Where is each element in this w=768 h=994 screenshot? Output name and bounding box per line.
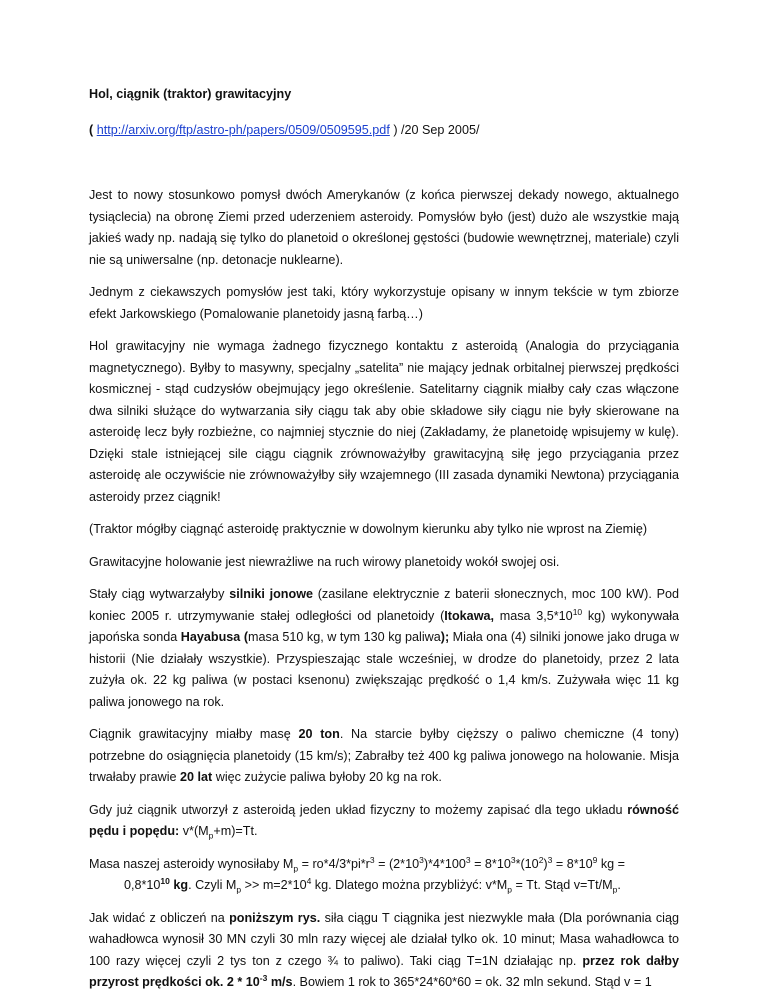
paragraph-gravity-tractor: Hol grawitacyjny nie wymaga żadnego fizycznego kontaktu z asteroidą (Analogia do przyciągania magnetycznego). Byłby to masywny, specjalny „satelita” nie mający jednak orbitalnej pierwszej prędkości kosmicznej - stąd cudzysłów obejmujący jego określenie. Satelitarny ciągnik miałby cały czas włączone dwa silniki służące do wytwarzania siły ciągu tak aby obie składowe siły ciągu nie były skierowane na asteroidę lecz były rozbieżne, co najmniej stycznie do niej (Zakładamy, że planetoidę wpisujemy w kulę). Dzięki stale istniejącej sile ciągu ciągnik zrównoważyłby grawitacyjną siłę jego przyciągania przez asteroidę ale oczywiście nie zrównoważyłby siły wzajemnego (III zasada dynamiki Newtona) przyciągania asteroidy przez ciągnik! [89, 339, 679, 504]
paragraph-momentum: Gdy już ciągnik utworzył z asteroidą jeden układ fizyczny to możemy zapisać dla tego układu równość pędu i popędu: $v*(M_p+m)=Tt$. [89, 802, 679, 841]
paragraph-tractor-mass: Ciągnik grawitacyjny miałby masę 20 ton. Na starcie byłby cięższy o paliwo chemiczne (4 tony) potrzebne do osiągnięcia planetoidy (15 km/s); Zabrałby też 400 kg paliwa jonowego na holowanie. Misja trwałaby prawie 20 lat więc zużycie paliwa byłoby 20 kg na rok. [89, 727, 679, 784]
source-date: ) /20 Sep 2005/ [389, 122, 480, 137]
source-open: ( [89, 122, 97, 137]
paragraph-jarkowski: Jednym z ciekawszych pomysłów jest taki, który wykorzystuje opisany w innym tekście w tym zbiorze efekt Jarkowskiego (Pomalowanie planetoidy jasną farbą…) [89, 285, 679, 321]
paragraph-intro: Jest to nowy stosunkowo pomysł dwóch Amerykanów (z końca pierwszej dekady nowego, aktualnego tysiąclecia) na obronę Ziemi przed uderzeniem asteroidy. Pomysłów było (jest) dużo ale wszystkie mają jakieś wady np. nadają się tylko do planetoid o określonej gęstości (budowie wewnętrznej, materiale) czyli nie są uniwersalne (np. detonacje nuklearne). [89, 188, 679, 267]
source-link[interactable]: http://arxiv.org/ftp/astro-ph/papers/0509/0509595.pdf [96, 122, 390, 137]
source-line [89, 120, 679, 142]
document-title: Hol, ciągnik (traktor) grawitacyjny [89, 87, 292, 101]
paragraph-thrust: Jak widać z obliczeń na poniższym rys. siła ciągu T ciągnika jest niezwykle mała (Dla porównania ciąg wahadłowca wynosił 30 MN czyli 30 mln razy więcej ale działał tylko ok. 10 minut; Masa wahadłowca to 100 razy więcej czyli 2 tys ton z czego ¾ to paliwo). Taki ciąg T=1N działając np. przez rok dałby przyrost prędkości ok. $2 * 10^{-3}$ m/s. Bowiem 1 rok to 365*24*60*60 = ok. 32 mln sekund. Stąd v = 1 [89, 910, 679, 989]
paragraph-asteroid-mass: Masa naszej asteroidy wynosiłaby $M_p = ro*4/3*pi*r^3 = (2*10^3)*4*100^3 = 8*10^3*(10^2)^3 = 8*10^9$ kg = $0,8*10^{10}$ kg. Czyli $M_p >> m=2*10^4$ kg. Dlatego można przybliżyć: $v*M_p = Tt$. Stąd $v=Tt/M_p$. [89, 854, 626, 895]
paragraph-ion-engines: Stały ciąg wytwarzałyby silniki jonowe (zasilane elektrycznie z baterii słonecznych, moc 100 kW). Pod koniec 2005 r. utrzymywanie stałej odległości od planetoidy (Itokawa, masa $3,5*10^{10}$ kg) wykonywała japońska sonda Hayabusa (masa 510 kg, w tym 130 kg paliwa); Miała ona (4) silniki jonowe jako druga w historii (Nie działały wszystkie). Przyspieszając stale wcześniej, w drodze do planetoidy, przez 2 lata zużyła ok. 22 kg paliwa (w postaci ksenonu) zwiększając prędkość o 1,4 km/s. Zużywała więc 11 kg paliwa jonowego na rok. [89, 587, 680, 709]
paragraph-rotation: Grawitacyjne holowanie jest niewrażliwe na ruch wirowy planetoidy wokół swojej osi. [89, 554, 560, 569]
paragraph-direction-note: (Traktor mógłby ciągnąć asteroidę praktycznie w dowolnym kierunku aby tylko nie wprost na Ziemię) [89, 522, 648, 536]
